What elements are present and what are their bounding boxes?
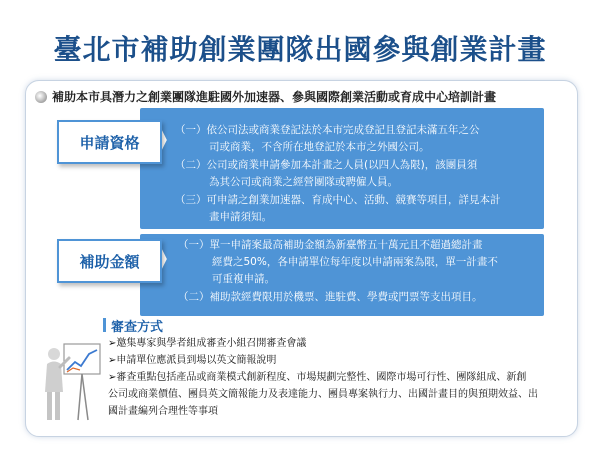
eligibility-line: 為其公司或商業之經營團隊或聘僱人員。	[209, 176, 398, 188]
eligibility-label: 申請資格	[57, 120, 162, 164]
section-marker	[103, 318, 106, 332]
subsidy-label: 補助金額	[57, 239, 162, 283]
review-line: 國計畫編列合理性等事項	[108, 406, 218, 417]
review-line: ➢邀集專家與學者組成審查小組召開審查會議	[108, 338, 307, 349]
subsidy-line: 經費之50%，各申請單位每年度以申請兩案為限，單一計畫不	[212, 256, 498, 268]
review-line: ➢申請單位應派員到場以英文簡報說明	[108, 355, 277, 366]
review-line: ➢審查重點包括產品或商業模式創新程度、市場規劃完整性、國際市場可行性、團隊組成、新創	[108, 372, 527, 383]
eligibility-line: （三）可申請之創業加速器、育成中心、活動、競賽等項目，詳見本計	[175, 194, 501, 206]
eligibility-line: 畫申請須知。	[209, 211, 272, 223]
bullet-icon	[35, 91, 47, 103]
subheading: 補助本市具潛力之創業團隊進駐國外加速器、參與國際創業活動或育成中心培訓計畫	[52, 90, 497, 104]
review-title: 審查方式	[111, 320, 164, 335]
subsidy-line: （一）單一申請案最高補助金額為新臺幣五十萬元且不超過總計畫	[178, 239, 483, 251]
eligibility-line: 司或商業，不含所在地登記於本市之外國公司。	[209, 141, 430, 153]
presenter-figure-icon	[42, 332, 104, 424]
eligibility-line: （二）公司或商業申請參加本計畫之人員(以四人為限)，該團員須	[175, 159, 478, 171]
review-line: 公司或商業價值、團員英文簡報能力及表達能力、團員專案執行力、出國計畫目的與預期效益、出	[108, 389, 538, 400]
page-title: 臺北市補助創業團隊出國參與創業計畫	[53, 33, 547, 66]
subsidy-line: （二）補助款經費限用於機票、進駐費、學費或門票等支出項目。	[178, 291, 483, 303]
subsidy-line: 可重複申請。	[212, 273, 275, 285]
eligibility-line: （一）依公司法或商業登記法於本市完成登記且登記未滿五年之公	[175, 124, 480, 136]
